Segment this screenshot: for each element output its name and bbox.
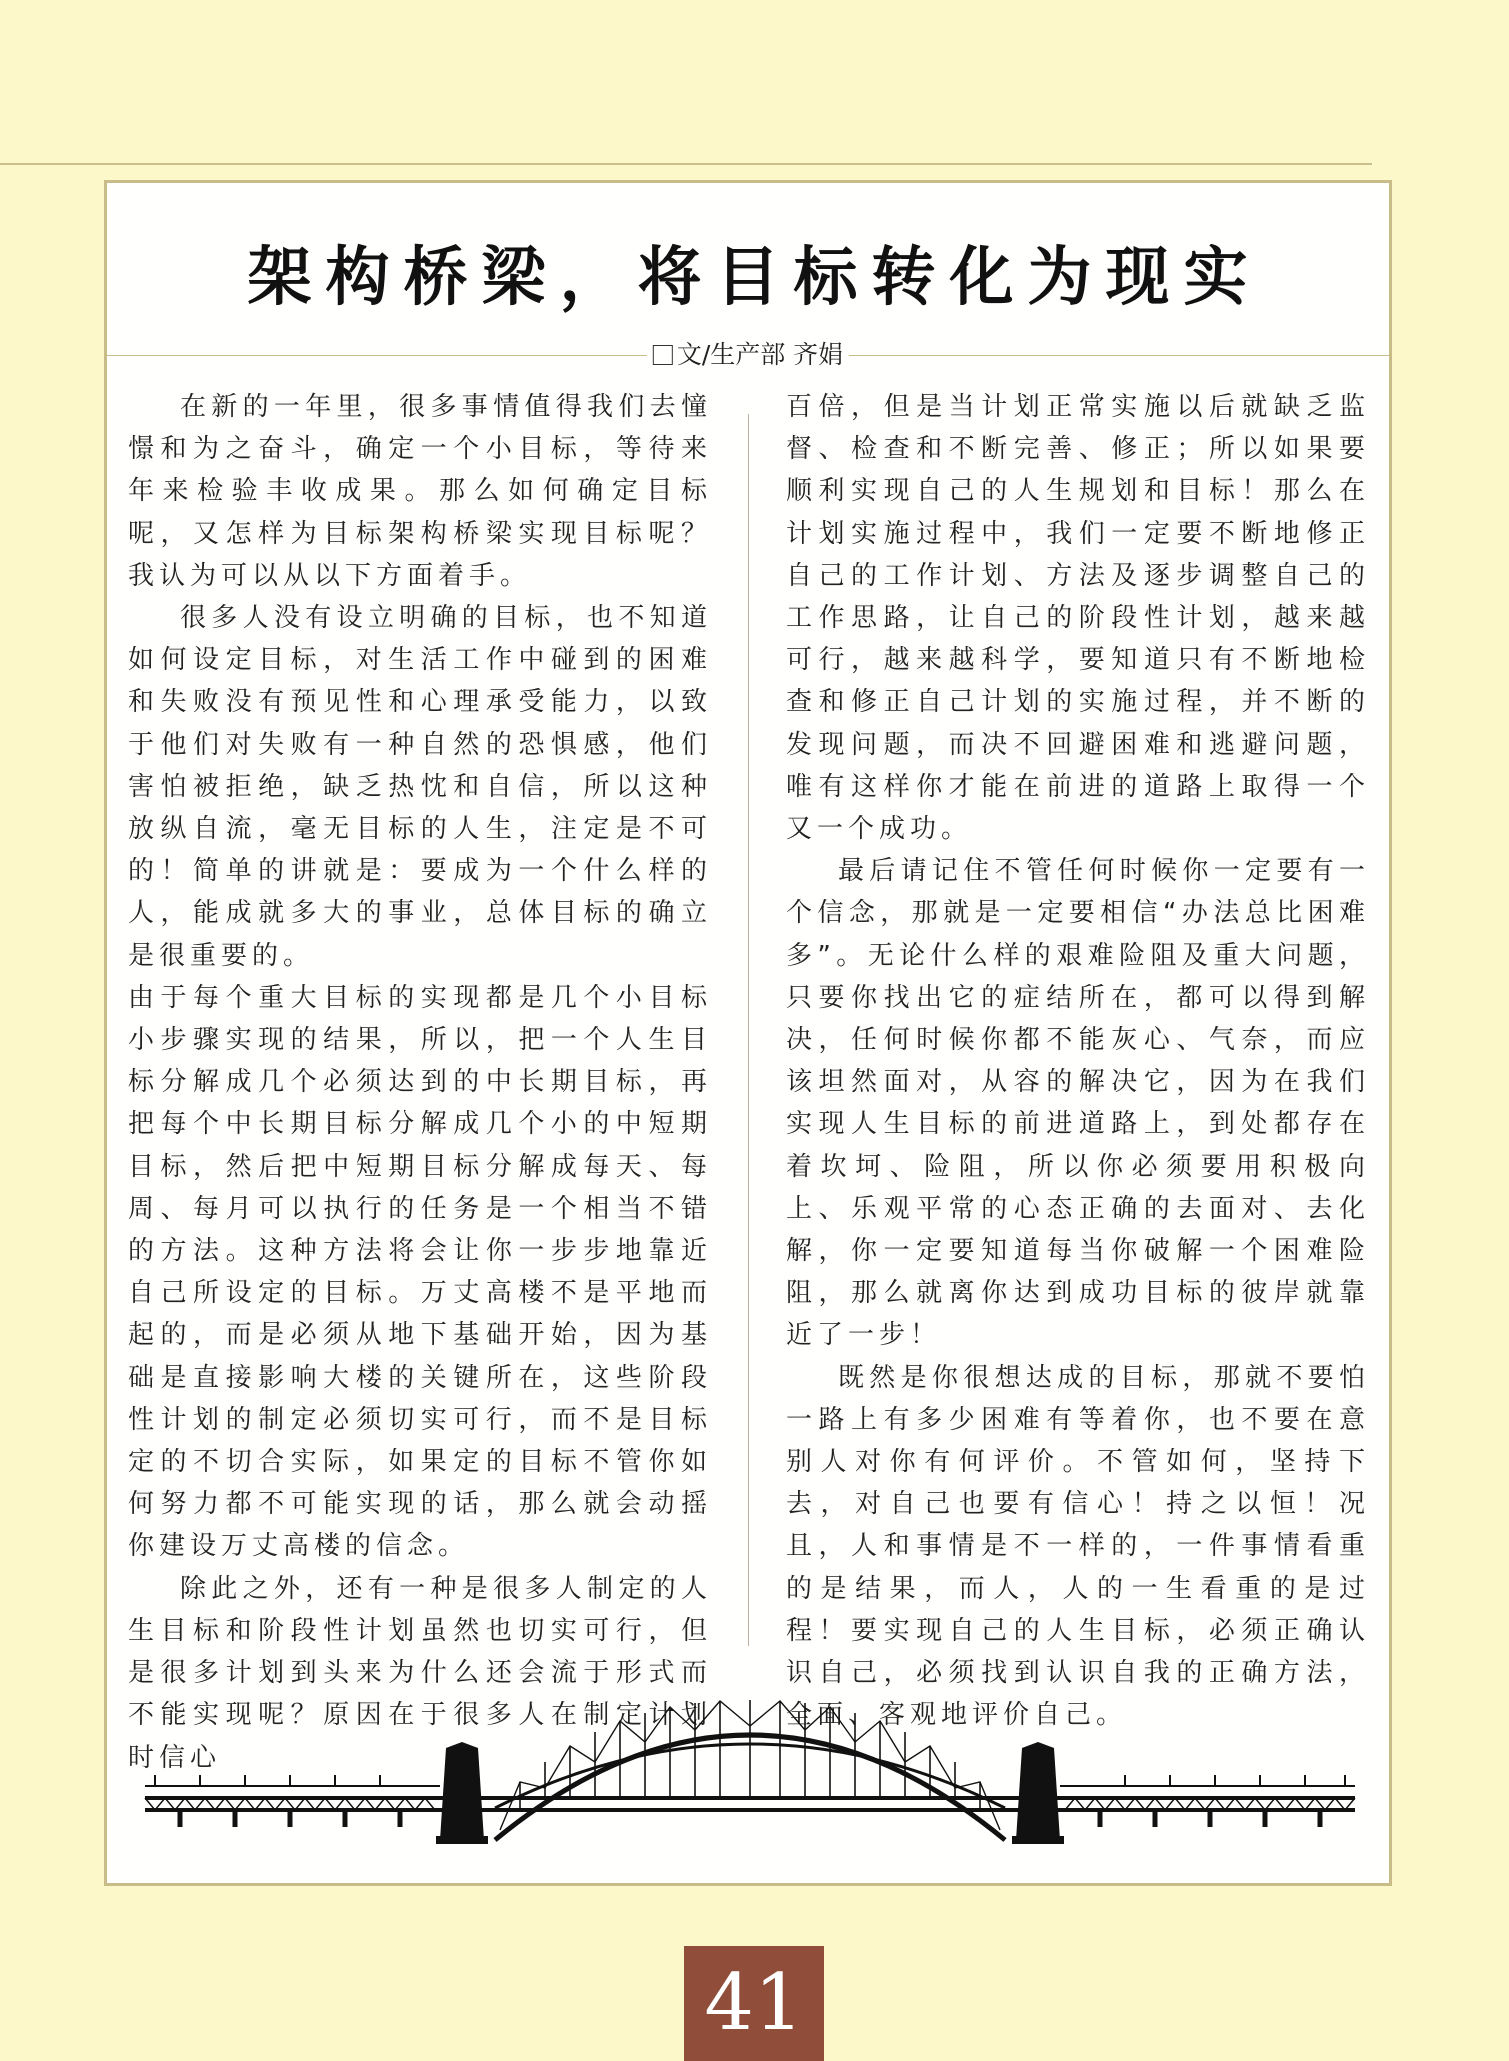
byline-row	[107, 338, 1389, 372]
byline-text: 文/生产部 齐娟	[676, 340, 844, 369]
bridge-illustration	[140, 1690, 1360, 1860]
article-title: 架构桥梁，将目标转化为现实	[247, 240, 1262, 315]
column-divider	[748, 414, 749, 1646]
paragraph: 由于每个重大目标的实现都是几个小目标小步骤实现的结果，所以，把一个人生目标分解成几个必须达到的中长期目标，再把每个中长期目标分解成几个小的中短期目标，然后把中短期目标分解成每天、每周、每月可以执行的任务是一个相当不错的方法。这种方法将会让你一步步地靠近自己所设定的目标。万丈高楼不是平地而起的，而是必须从地下基础开始，因为基础是直接影响大楼的关键所在，这些阶段性计划的制定必须切实可行，而不是目标定的不切合实际，如果定的目标不管你如何努力都不可能实现的话，那么就会动摇你建设万丈高楼的信念。	[128, 982, 712, 1562]
paragraph: 百倍，但是当计划正常实施以后就缺乏监督、检查和不断完善、修正；所以如果要顺利实现自己的人生规划和目标！那么在计划实施过程中，我们一定要不断地修正自己的工作计划、方法及逐步调整自己的工作思路，让自己的阶段性计划，越来越可行，越来越科学，要知道只有不断地检查和修正自己计划的实施过程，并不断的发现问题，而决不回避困难和逃避问题，唯有这样你才能在前进的道路上取得一个又一个成功。	[786, 392, 1370, 845]
right-column	[786, 386, 1370, 1737]
paragraph: 在新的一年里，很多事情值得我们去憧憬和为之奋斗，确定一个小目标，等待来年来检验丰收成果。那么如何确定目标呢，又怎样为目标架构桥梁实现目标呢？我认为可以从以下方面着手。	[128, 392, 712, 591]
paragraph: 最后请记住不管任何时候你一定要有一个信念，那就是一定要相信“办法总比困难多”。无论什么样的艰难险阻及重大问题，只要你找出它的症结所在，都可以得到解决，任何时候你都不能灰心、气奈，而应该坦然面对，从容的解决它，因为在我们实现人生目标的前进道路上，到处都存在着坎坷、险阻，所以你必须要用积极向上、乐观平常的心态正确的去面对、去化解，你一定要知道每当你破解一个困难险阻，那么就离你达到成功目标的彼岸就靠近了一步！	[786, 856, 1370, 1351]
page-number: 41	[684, 1946, 824, 2061]
byline	[647, 338, 849, 372]
paragraph: 很多人没有设立明确的目标，也不知道如何设定目标，对生活工作中碰到的困难和失败没有预见性和心理承受能力，以致于他们对失败有一种自然的恐惧感，他们害怕被拒绝，缺乏热忱和自信，所以这种放纵自流，毫无目标的人生，注定是不可的！简单的讲就是：要成为一个什么样的人，能成就多大的事业，总体目标的确立是很重要的。	[128, 603, 712, 971]
paragraph: 除此之外，还有一种是很多人制定的人生目标和阶段性计划虽然也切实可行，但是很多计划到头来为什么还会流于形式而不能实现呢？原因在于很多人在制定计划时信心	[128, 1573, 712, 1773]
left-column	[128, 386, 712, 1779]
paragraph: 既然是你很想达成的目标，那就不要怕一路上有多少困难有等着你，也不要在意别人对你有何评价。不管如何，坚持下去，对自己也要有信心！持之以恒！况且，人和事情是不一样的，一件事情看重的是结果，而人，人的一生看重的是过程！要实现自己的人生目标，必须正确认识自己，必须找到认识自我的正确方法，全面、客观地评价自己。	[786, 1362, 1370, 1731]
byline-box-icon	[653, 345, 673, 365]
top-rule	[0, 163, 1372, 165]
